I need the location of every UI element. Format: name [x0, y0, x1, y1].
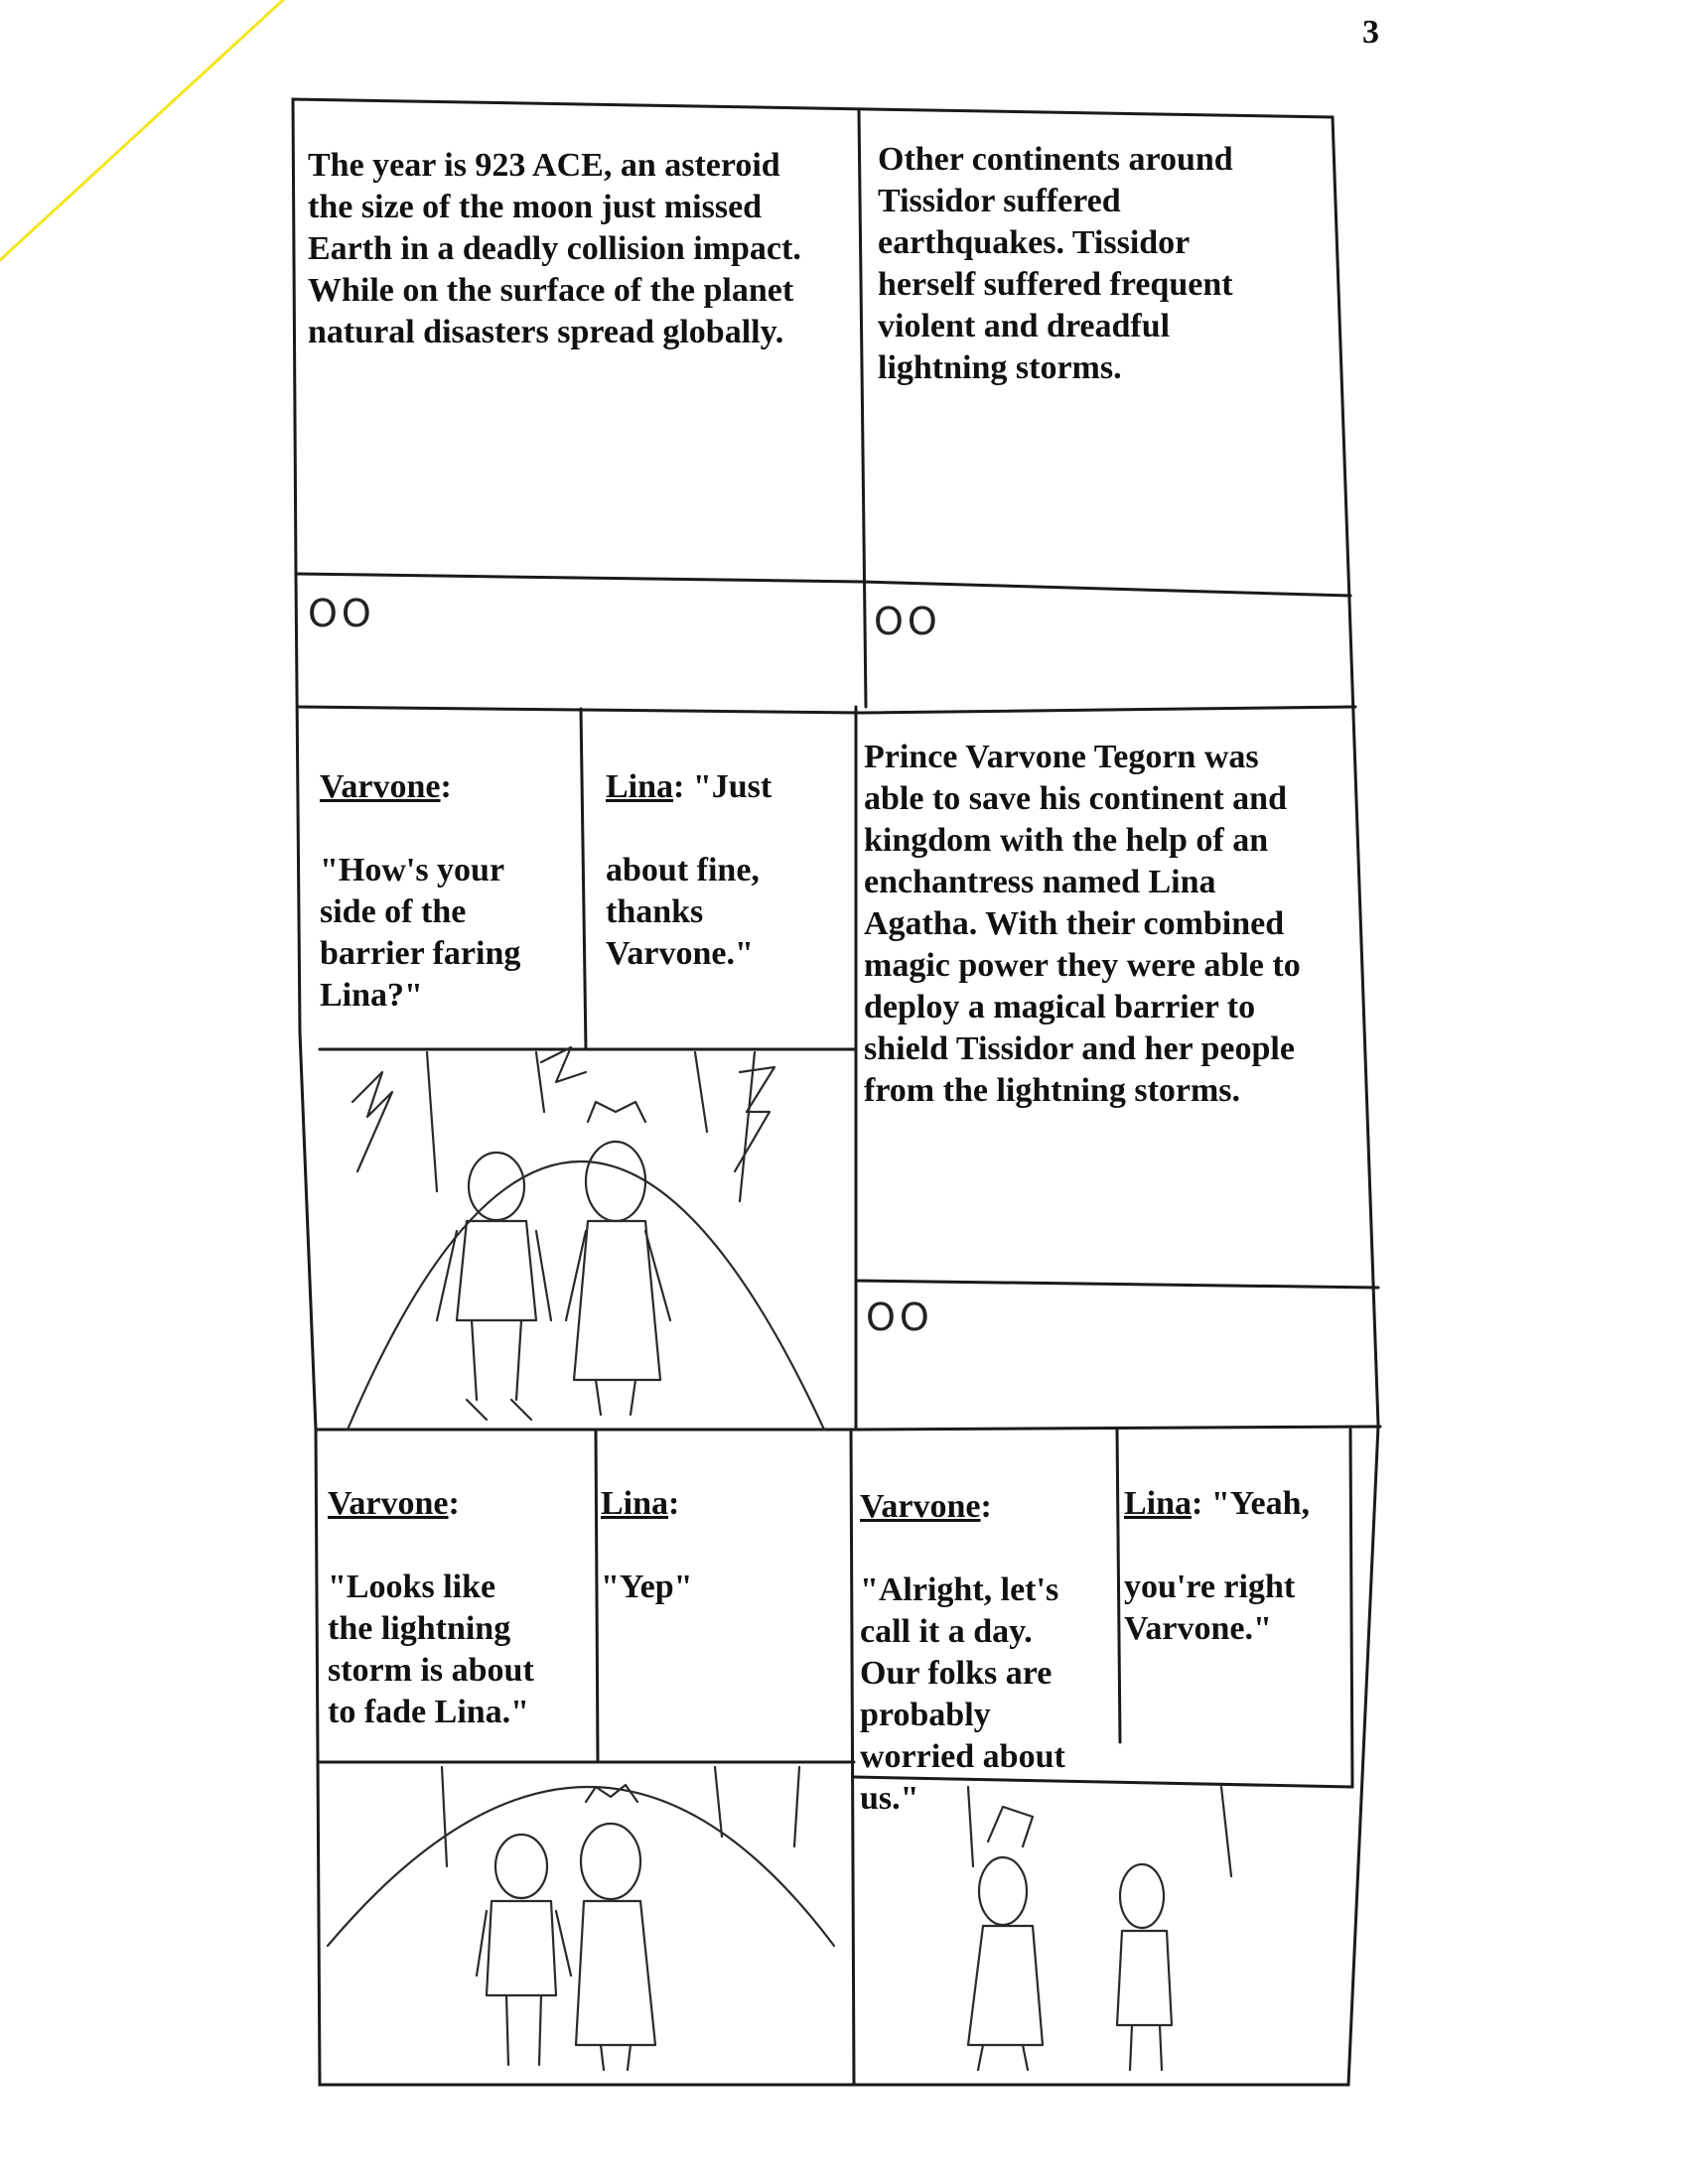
panel-5-marker: OO — [866, 1296, 933, 1339]
speaker-lina: Lina — [606, 768, 674, 805]
speaker-varvone: Varvone — [860, 1488, 981, 1525]
speaker-lina: Lina — [1124, 1485, 1193, 1522]
panel-1-narration: The year is 923 ACE, an asteroid the size of the moon just missed Earth in a deadly collision impact. While on the surface of the planet natural disasters spread globally. — [308, 147, 801, 350]
panel-9-speech — [1124, 1441, 1362, 1650]
panel-4-speech — [606, 725, 844, 975]
speaker-varvone: Varvone — [328, 1485, 449, 1522]
panel-5-narration: Prince Varvone Tegorn was able to save his continent and kingdom with the help of an enchantress named Lina Agatha. With their combined magic power they were able to deploy a magical barrier to shield Tissidor and her people from the lightning storms. — [864, 739, 1301, 1109]
panel-1-marker: OO — [308, 592, 375, 635]
speech-line-rest: about fine, thanks Varvone." — [606, 852, 760, 972]
speech-line: "Looks like the lightning storm is about to fade Lina." — [328, 1569, 534, 1730]
illustration-barrier-arch — [328, 1767, 834, 2070]
panel-2-marker: OO — [874, 600, 941, 643]
panel-3-speech: Varvone: "How's your side of the barrier faring Lina?" — [320, 768, 521, 1014]
speech-line: "Yep" — [601, 1569, 693, 1605]
speaker-lina: Lina — [601, 1485, 669, 1522]
illustration-barrier-lightning — [348, 1047, 824, 1430]
speaker-varvone: Varvone — [320, 768, 441, 805]
illustration-characters-facing — [968, 1787, 1231, 2070]
speech-line: "How's your side of the barrier faring Lina?" — [320, 852, 521, 1014]
panel-7-speech: Lina: "Yep" — [601, 1485, 693, 1605]
panel-6-speech: Varvone: "Looks like the lightning storm is about to fade Lina." — [328, 1485, 534, 1730]
speech-line-rest: you're right Varvone." — [1124, 1569, 1296, 1647]
panel-8-speech: Varvone: "Alright, let's call it a day. Our folks are probably worried about us." — [860, 1488, 1065, 1817]
yellow-corner-line — [0, 0, 283, 260]
speech-line: "Alright, let's call it a day. Our folks are probably worried about us." — [860, 1571, 1065, 1817]
speech-line-first: : "Just — [673, 768, 773, 805]
panel-2-narration: Other continents around Tissidor suffered earthquakes. Tissidor herself suffered frequent violent and dreadful lightning storms. — [878, 141, 1233, 386]
speech-line-first: : "Yeah, — [1192, 1485, 1311, 1522]
page-number: 3 — [1362, 14, 1379, 51]
